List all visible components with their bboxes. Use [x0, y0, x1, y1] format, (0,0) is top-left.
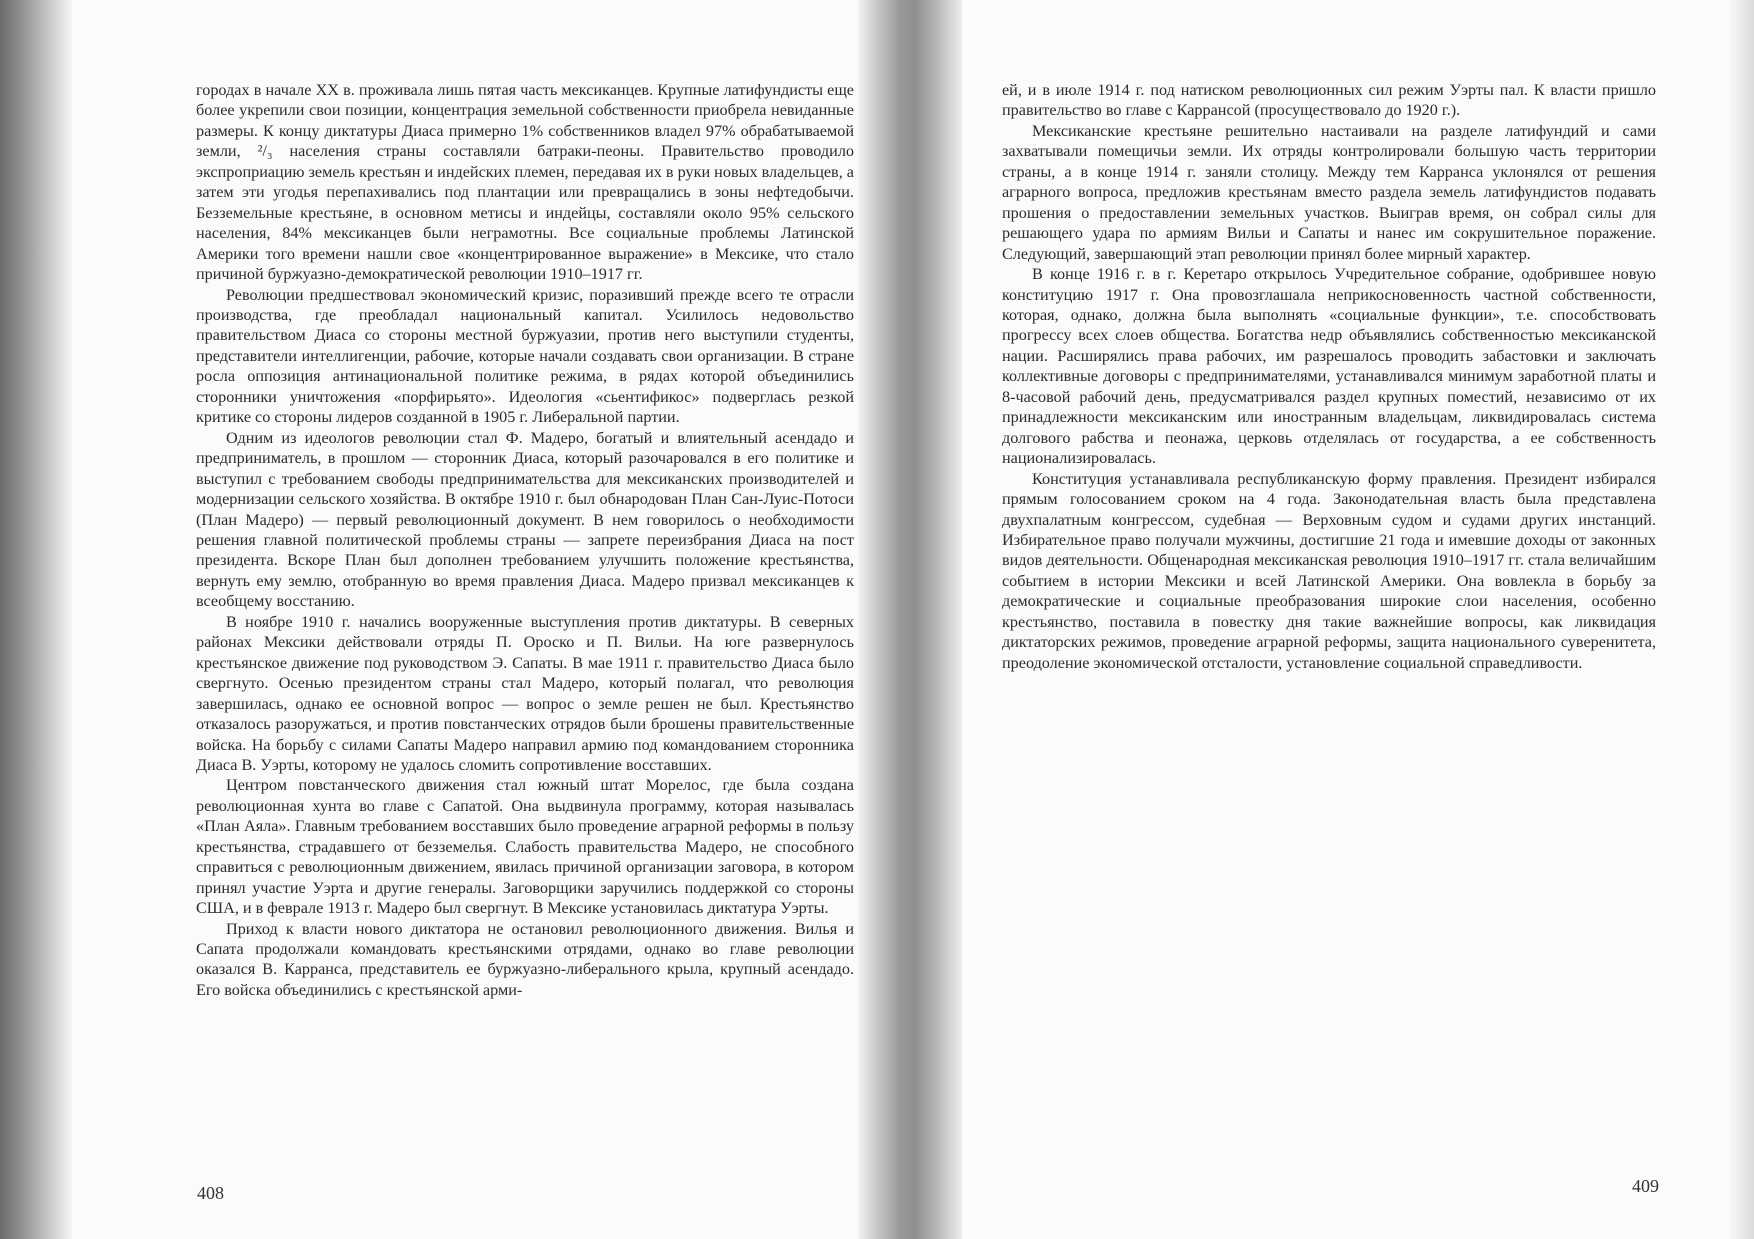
- page-number-right: 409: [1632, 1176, 1659, 1196]
- paragraph: ей, и в июле 1914 г. под натиском революционных сил режим Уэрты пал. К власти пришло правительство во главе с Каррансой (просуществовало до 1920 г.).: [1002, 81, 1656, 120]
- paragraph: Революции предшествовал экономический кризис, поразивший прежде всего те отрасли производства, где преобладал национальный капитал. Усилилось недовольство правительством Диаса со стороны местной буржуазии, против него выступили студенты, представители интеллигенции, рабочие, которые начали создавать свои организации. В стране росла оппозиция антинациональной политике режима, в рядах которой объединились сторонники уничтожения «порфирьято». Идеология «сьентификос» подверглась резкой критике со стороны лидеров созданной в 1905 г. Либеральной партии.: [196, 285, 854, 427]
- paragraph: Конституция устанавливала республиканскую форму правления. Президент избирался прямым голосованием сроком на 4 года. Законодательная власть была представлена двухпалатным конгрессом, судебная — Верховным судом и судами других инстанций. Избирательное право получали мужчины, достигшие 21 года и имевшие доходы от законных видов деятельности. Общенародная мексиканская революция 1910–1917 гг. стала величайшим событием в истории Мексики и всей Латинской Америки. Она вовлекла в борьбу за демократические и социальные преобразования широкие слои населения, особенно крестьянство, поставила в повестку дня такие важнейшие вопросы, как ликвидация диктаторских режимов, проведение аграрной реформы, защита национального суверенитета, преодоление экономической отсталости, установление социальной справедливости.: [1002, 469, 1656, 672]
- paragraph: В ноябре 1910 г. начались вооруженные выступления против диктатуры. В северных районах Мексики действовали отряды П. Ороско и П. Вильи. На юге развернулось крестьянское движение под руководством Э. Сапаты. В мае 1911 г. правительство Диаса было свергнуто. Осенью президентом страны стал Мадеро, который полагал, что революция завершилась, однако ее основной вопрос — вопрос о земле решен не был. Крестьянство отказалось разоружаться, и против повстанческих отрядов были брошены правительственные войска. На борьбу с силами Сапаты Мадеро направил армию под командованием сторонника Диаса В. Уэрты, которому не удалось сломить сопротивление восставших.: [196, 612, 854, 774]
- left-page-text: [196, 80, 854, 1000]
- paragraph: городах в начале XX в. проживала лишь пятая часть мексиканцев. Крупные латифундисты еще более укрепили свои позиции, концентрация земельной собственности приобрела невиданные размеры. К концу диктатуры Диаса примерно 1% собственников владел 97% обрабатываемой земли, ²/₃ населения страны составляли батраки-пеоны. Правительство проводило экспроприацию земель крестьян и индейских племен, передавая их в руки новых владельцев, а затем эти угодья перепахивались под плантации или превращались в зоны нефтедобычи. Безземельные крестьяне, в основном метисы и индейцы, составляли около 95% сельского населения, 84% мексиканцев были неграмотны. Все социальные проблемы Латинской Америки того времени нашли свое «концентрированное выражение» в Мексике, что стало причиной буржуазно-демократической революции 1910–1917 гг.: [196, 81, 854, 284]
- right-page-text: [1002, 80, 1656, 673]
- paragraph: В конце 1916 г. в г. Керетаро открылось Учредительное собрание, одобрившее новую конституцию 1917 г. Она провозглашала неприкосновенность частной собственности, которая, однако, должна была выполнять «социальные функции», т.е. способствовать прогрессу всех слоев общества. Богатства недр объявлялись собственностью мексиканской нации. Расширялись права рабочих, им разрешалось проводить забастовки и заключать коллективные договоры с предпринимателями, устанавливался минимум заработной платы и 8-часовой рабочий день, предусматривался раздел крупных поместий, независимо от их принадлежности мексиканским или иностранным владельцам, ликвидировалась система долгового рабства и пеонажа, церковь отделялась от государства, а ее собственность национализировалась.: [1002, 265, 1656, 468]
- paragraph: Одним из идеологов революции стал Ф. Мадеро, богатый и влиятельный асендадо и предприниматель, в прошлом — сторонник Диаса, который разочаровался в его политике и выступил с требованием свободы предпринимательства для мексиканских производителей и модернизации сельского хозяйства. В октябре 1910 г. был обнародован План Сан-Луис-Потоси (План Мадеро) — первый революционный документ. В нем говорилось о необходимости решения главной политической проблемы страны — запрете переизбрания Диаса на пост президента. Вскоре План был дополнен требованием улучшить положение крестьянства, вернуть ему землю, отобранную во время правления Диаса. Мадеро призвал мексиканцев к всеобщему восстанию.: [196, 428, 854, 611]
- paragraph: Приход к власти нового диктатора не остановил революционного движения. Вилья и Сапата продолжали командовать крестьянскими отрядами, однако во главе революции оказался В. Карранса, представитель ее буржуазно-либерального крыла, крупный асендадо. Его войска объединились с крестьянской арми-: [196, 919, 854, 999]
- page-number-left: 408: [197, 1183, 224, 1203]
- paragraph: Мексиканские крестьяне решительно настаивали на разделе латифундий и сами захватывали помещичьи земли. Их отряды контролировали большую часть территории страны, а в конце 1914 г. заняли столицу. Между тем Карранса уклонялся от решения аграрного вопроса, предложив крестьянам вместо раздела земель латифундистов подавать прошения о предоставлении земельных участков. Выиграв время, он собрал силы для решающего удара по армиям Вильи и Сапаты и нанес им сокрушительное поражение. Следующий, завершающий этап революции принял более мирный характер.: [1002, 121, 1656, 263]
- scan-shadow-right-edge: [1730, 0, 1754, 1239]
- book-gutter: [858, 0, 962, 1239]
- paragraph: Центром повстанческого движения стал южный штат Морелос, где была создана революционная хунта во главе с Сапатой. Она выдвинула программу, которая называлась «План Аяла». Главным требованием восставших было проведение аграрной реформы в пользу крестьянства, страдавшего от безземелья. Слабость правительства Мадеро, не способного справиться с революционным движением, явилась причиной организации заговора, в котором принял участие Уэрта и другие генералы. Заговорщики заручились поддержкой со стороны США, и в феврале 1913 г. Мадеро был свергнут. В Мексике установилась диктатура Уэрты.: [196, 776, 854, 918]
- scan-shadow-left-edge: [0, 0, 72, 1239]
